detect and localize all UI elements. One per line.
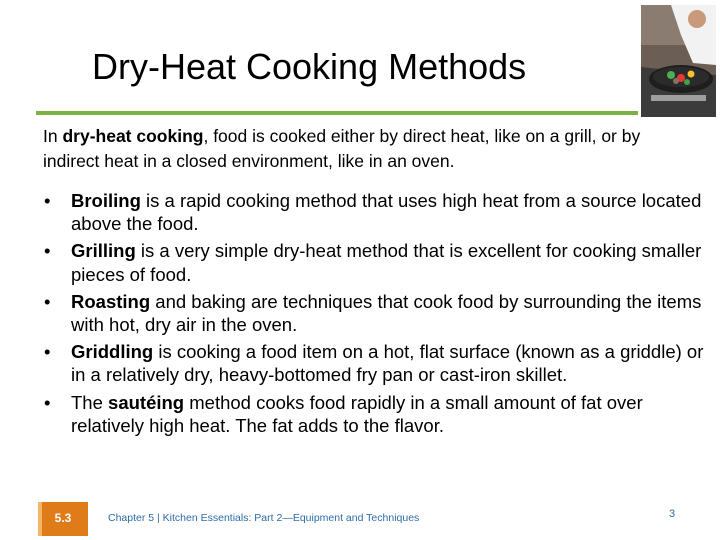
bullet-icon: • — [44, 290, 51, 312]
bullet-icon: • — [44, 341, 51, 363]
item-prefix: The — [71, 391, 109, 413]
method-list — [44, 189, 704, 441]
item-term: Roasting — [71, 290, 151, 312]
item-text: is a very simple dry-heat method that is excellent for cooking smaller pieces of food. — [71, 240, 702, 285]
intro-rest: , food is cooked either by direct heat, like on a grill, or by indirect heat in a closed environment, like in an oven. — [43, 126, 641, 171]
slide-title: Dry-Heat Cooking Methods — [92, 46, 527, 87]
list-item — [44, 290, 704, 336]
bullet-icon: • — [44, 190, 51, 211]
intro-term: dry-heat cooking — [62, 126, 204, 146]
chapter-footer: Chapter 5 | Kitchen Essentials: Part 2—Equipment and Techniques — [108, 512, 420, 524]
item-text: is cooking a food item on a hot, flat surface (known as a griddle) or in a relatively dry, heavy-bottomed fry pan or cast-iron skillet. — [71, 341, 704, 386]
title-divider — [36, 111, 638, 115]
item-term: Broiling — [71, 190, 141, 211]
item-text: and baking are techniques that cook food by surrounding the items with hot, dry air in the oven. — [71, 290, 702, 336]
intro-paragraph — [43, 124, 693, 174]
list-item — [44, 239, 704, 285]
list-item — [44, 189, 704, 235]
list-item — [44, 391, 704, 437]
intro-prefix: In — [43, 126, 63, 146]
item-term: sautéing — [108, 391, 185, 413]
section-badge-edge — [38, 502, 42, 536]
item-text: is a rapid cooking method that uses high heat from a source located above the food. — [71, 190, 702, 235]
bullet-icon: • — [44, 240, 51, 262]
chef-wok-photo — [641, 5, 716, 117]
bullet-icon: • — [44, 391, 51, 413]
list-item — [44, 340, 704, 386]
item-term: Grilling — [71, 240, 136, 262]
item-text: method cooks food rapidly in a small amount of fat over relatively high heat. The fat adds to the flavor. — [71, 391, 643, 436]
page-number: 3 — [669, 508, 676, 520]
chef-wok-illustration — [641, 5, 716, 117]
item-term: Griddling — [71, 341, 154, 363]
section-badge: 5.3 — [38, 502, 88, 536]
